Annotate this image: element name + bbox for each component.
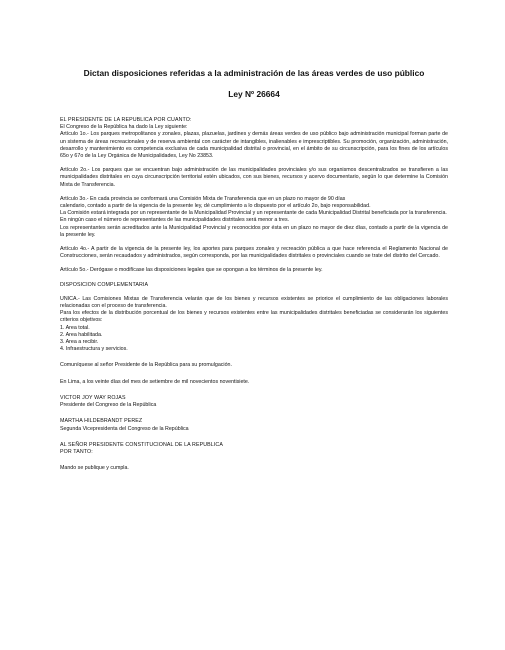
date-place: En Lima, a los veinte días del mes de setiembre de mil novecientos noventisiete. — [60, 378, 250, 385]
article-3-line: calendario, contado a partir de la vigencia de la presente ley, dé cumplimiento a lo dispuesto por el artículo 2o, bajo responsabilidad. — [60, 203, 371, 210]
complementary-heading: DISPOSICION COMPLEMENTARIA — [60, 281, 149, 288]
signer-1-role: Presidente del Congreso de la República — [60, 402, 157, 409]
article-4: Artículo 4o.- A partir de la vigencia de la presente ley, los aportes para parques zonales y recreación pública a que hace referencia el Reglamento Nacional de Construcciones, serán recaudados y administrados, según corresponda, por las municipalidades distritales o provinciales cuando se trate del distrito del Cercado. — [60, 246, 448, 260]
article-3-line: La Comisión estará integrada por un representante de la Municipalidad Provincial y un representante de cada Municipalidad Distrital beneficiada por la transferencia. — [60, 210, 447, 217]
article-3-line: Los representantes serán acreditados ante la Municipalidad Provincial y reconocidos por ésta en un plazo no mayor de diez días, contado a partir de la vigencia de la presente ley. — [60, 224, 448, 238]
criteria-item: 1. Area total. — [60, 324, 90, 331]
article-3-line: Artículo 3o.- En cada provincia se conformará una Comisión Mixta de Transferencia que en un plazo no mayor de 90 días — [60, 195, 346, 202]
criteria-item: 3. Area a recibir. — [60, 339, 99, 346]
final-line: Mando se publique y cumpla. — [60, 465, 129, 472]
document-page — [60, 68, 448, 472]
document-title: Dictan disposiciones referidas a la administración de las áreas verdes de uso público — [83, 68, 425, 78]
criteria-item: 2. Area habilitada. — [60, 331, 103, 338]
document-body — [60, 117, 448, 472]
criteria-item: 4. Infraestructura y servicios. — [60, 346, 128, 353]
signer-2-role: Segunda Vicepresidenta del Congreso de la República — [60, 425, 189, 432]
closing-line: POR TANTO: — [60, 448, 93, 455]
article-2: Artículo 2o.- Los parques que se encuentran bajo administración de las municipalidades provinciales y/o sus organismos descentralizados se transfieren a las municipalidades distritales en cuya circunscripción territorial estén ubicados, con sus bienes, recursos y acervo documentario, según lo que determine la Comisión Mixta de Transferencia. — [60, 167, 448, 188]
article-5: Artículo 5o.- Derógase o modifícase las disposiciones legales que se opongan a los términos de la presente ley. — [60, 267, 323, 274]
signer-1-name: VICTOR JOY WAY ROJAS — [60, 394, 126, 401]
communication-line: Comuníquese al señor Presidente de la República para su promulgación. — [60, 362, 232, 369]
closing-line: AL SEÑOR PRESIDENTE CONSTITUCIONAL DE LA REPUBLICA — [60, 441, 223, 448]
law-number: Ley Nº 26664 — [228, 89, 280, 99]
article-3-line: En ningún caso el número de representantes de las municipalidades distritales será menor a tres. — [60, 217, 290, 224]
intro-line: EL PRESIDENTE DE LA REPUBLICA POR CUANTO: — [60, 117, 192, 123]
article-1: Artículo 1o.- Los parques metropolitanos y zonales, plazas, plazuelas, jardines y demás áreas verdes de uso público bajo administración municipal forman parte de un sistema de áreas recreacionales y de reserva ambiental con carácter de intangibles, inalienables e imprescriptibles. Su promoción, organización, administración, desarrollo y mantenimiento es competencia exclusiva de cada municipalidad distrital o provincial, en el ámbito de su circunscripción, para los fines de los artículos 65o y 67o de la Ley Orgánica de Municipalidades, Ley No 23853. — [60, 131, 448, 160]
signer-2-name: MARTHA HILDEBRANDT PEREZ — [60, 418, 143, 425]
unica-line: UNICA.- Las Comisiones Mixtas de Transferencia velarán que de los bienes y recursos existentes se priorice el cumplimiento de las obligaciones laborales relacionadas con el proceso de transferencia. — [60, 295, 448, 310]
unica-line: Para los efectos de la distribución porcentual de los bienes y recursos existentes entre las municipalidades distritales beneficiadas se considerarán los siguientes criterios objetivos: — [60, 310, 448, 324]
intro-line: El Congreso de la República ha dado la Ley siguiente: — [60, 124, 188, 131]
